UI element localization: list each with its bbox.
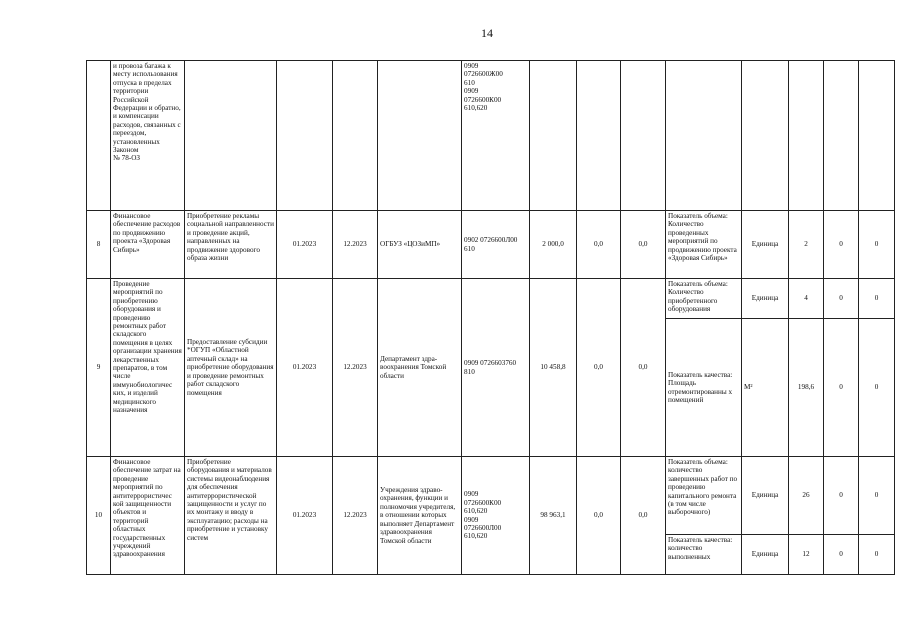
indicator-value-2023: 12 [789,535,824,575]
end-date [333,61,378,211]
indicator-value-2023: 2 [789,211,824,279]
sum-2024: 0,0 [577,279,621,457]
indicator-value-2024: 0 [824,211,859,279]
event-name: Проведение мероприятий по приобретению оборудования и проведению ремонтных работ складского помещения в целях организации хранения лекарственных препаратов, в том числе иммунобиологичес ких, и изделий медицинского назначения [111,279,185,457]
indicator-name: Показатель объема: Количество приобретенного оборудования [666,279,742,319]
indicator-name [666,61,742,211]
sum-2023: 2 000,0 [530,211,577,279]
indicator-value-2023 [789,61,824,211]
row-number: 9 [87,279,111,457]
indicator-value-2024 [824,61,859,211]
program-table [86,60,895,575]
indicator-value-2025: 0 [859,457,895,535]
sum-2025: 0,0 [621,211,666,279]
sum-2024 [577,61,621,211]
sum-2023 [530,61,577,211]
event-name: Финансовое обеспечение затрат на проведение мероприятий по антитеррористичес кой защищенности объектов и территорий областных государственных учреждений здравоохранения [111,457,185,575]
indicator-unit: М² [742,319,789,457]
indicator-value-2025: 0 [859,319,895,457]
sum-2024: 0,0 [577,457,621,575]
indicator-value-2024: 0 [824,279,859,319]
indicator-value-2025: 0 [859,279,895,319]
indicator-value-2024: 0 [824,457,859,535]
sum-2023: 98 963,1 [530,457,577,575]
table-row [87,457,895,535]
indicator-value-2024: 0 [824,319,859,457]
indicator-value-2025: 0 [859,211,895,279]
event-description: Приобретение оборудования и материалов системы видеонаблюдения для обеспечения антитеррористической защищенности и услуг по их монтажу и вводу в эксплуатацию; расходы на приобретение и установку систем [185,457,277,575]
budget-code: 0902 0726600Л00 610 [464,236,518,253]
page-number: 14 [481,26,493,40]
indicator-value-2023: 198,6 [789,319,824,457]
end-date: 12.2023 [333,211,378,279]
table-row [87,61,895,211]
row-number [87,61,111,211]
table-row [87,279,895,319]
start-date: 01.2023 [277,211,333,279]
indicator-value-2024: 0 [824,535,859,575]
indicator-unit: Единица [742,457,789,535]
row-number: 8 [87,211,111,279]
table-row [87,211,895,279]
indicator-unit: Единица [742,279,789,319]
end-date: 12.2023 [333,457,378,575]
executor: Департамент здра-воохранения Томской области [378,279,462,457]
budget-code: 0909 0726600Ж00 610 0909 0726600К00 610,620 [464,62,503,113]
start-date: 01.2023 [277,457,333,575]
indicator-name: Показатель качества: количество выполненных [666,535,742,575]
indicator-name: Показатель объема: Количество проведенных мероприятий по продвижению проекта «Здоровая Сибирь» [666,211,742,279]
sum-2025 [621,61,666,211]
indicator-unit [742,61,789,211]
sum-2023: 10 458,8 [530,279,577,457]
budget-code: 0909 0726600К00 610,620 0909 0726600Л00 610,620 [464,490,502,541]
executor: ОГБУЗ «ЦОЗиМП» [378,211,462,279]
sum-2025: 0,0 [621,279,666,457]
start-date [277,61,333,211]
budget-code: 0909 0726603760 810 [464,359,517,376]
sum-2024: 0,0 [577,211,621,279]
end-date: 12.2023 [333,279,378,457]
row-number: 10 [87,457,111,575]
sum-2025: 0,0 [621,457,666,575]
indicator-unit: Единица [742,211,789,279]
executor [378,61,462,211]
indicator-name: Показатель объема: количество завершенных работ по проведению капитального ремонта (в том числе выборочного) [666,457,742,535]
indicator-value-2023: 26 [789,457,824,535]
event-name: Финансовое обеспечение расходов по продвижению проекта «Здоровая Сибирь» [111,211,185,279]
indicator-unit: Единица [742,535,789,575]
indicator-value-2025: 0 [859,535,895,575]
indicator-value-2025 [859,61,895,211]
event-name: и провоза багажа к месту использования отпуска в пределах территории Российской Федерации и обратно, и компенсации расходов, связанных с переездом, установленных Законом № 78-ОЗ [113,62,181,163]
event-description: Предоставление субсидии *ОГУП «Областной аптечный склад» на приобретение оборудования и проведение ремонтных работ складского помещения [185,279,277,457]
start-date: 01.2023 [277,279,333,457]
indicator-value-2023: 4 [789,279,824,319]
event-description: Приобретение рекламы социальной направленности и проведение акций, направленных на продвижение здорового образа жизни [185,211,277,279]
executor: Учреждения здраво-охранения, функции и полномочия учредителя, в отношении которых выполняет Департамент здравоохранения Томской области [378,457,462,575]
indicator-name: Показатель качества: Площадь отремонтированны х помещений [666,319,742,457]
